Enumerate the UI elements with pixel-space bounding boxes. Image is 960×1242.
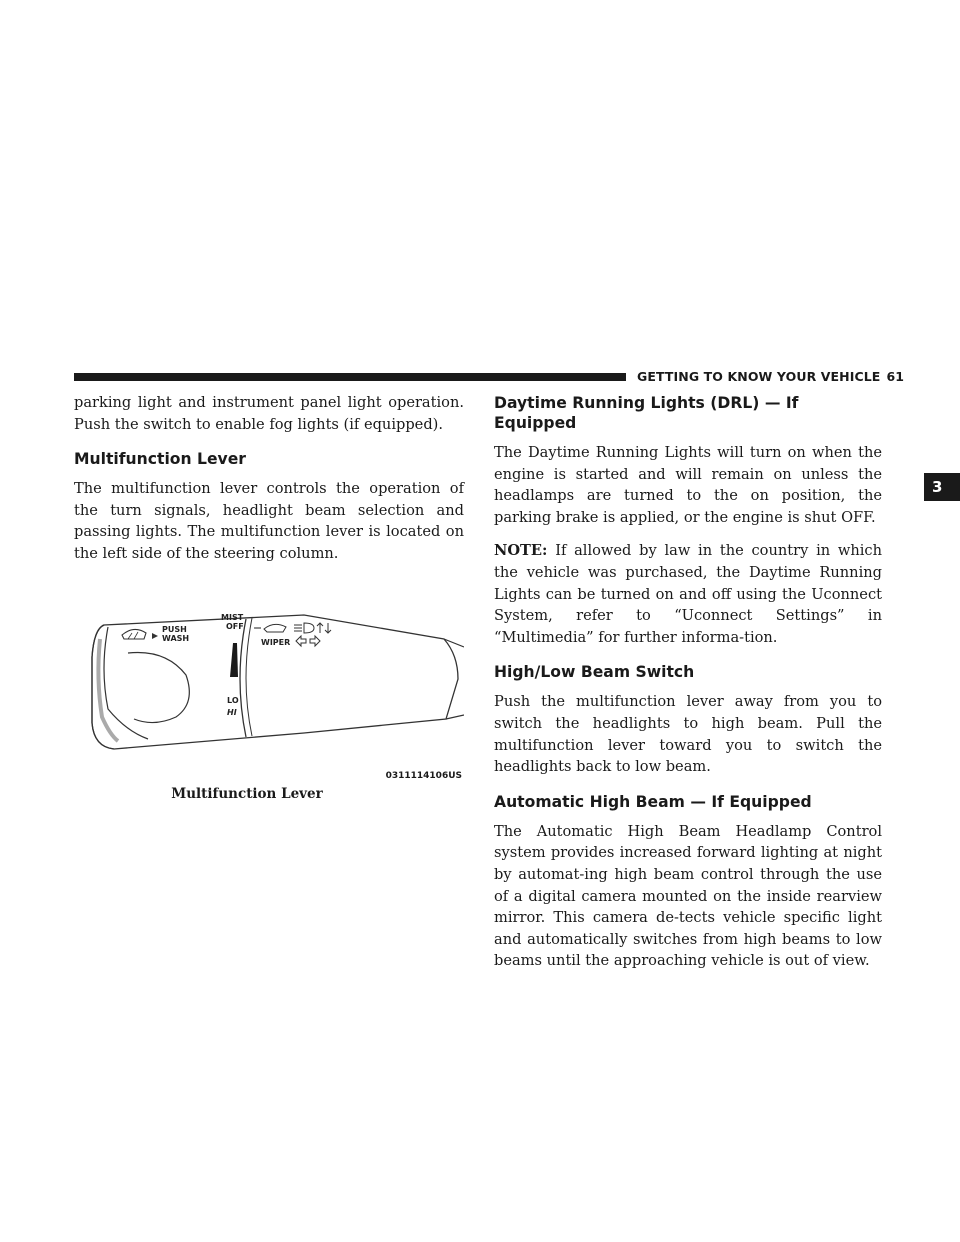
figure-code: 0311114106US bbox=[385, 770, 462, 781]
wiper-label: WIPER bbox=[261, 637, 291, 647]
multifunction-heading: Multifunction Lever bbox=[74, 450, 246, 469]
note-text: If allowed by law in the country in which the vehicle was purchased, the Daytime Running Lights can be turned on and off using the Uconnect System, refer to “Uconnect Settings” in “Multimedia” for further informa-tion. bbox=[494, 542, 883, 646]
high-beam-icon bbox=[294, 623, 314, 633]
lo-label: LO bbox=[227, 695, 239, 705]
right-column bbox=[494, 392, 882, 972]
note-label: NOTE: bbox=[494, 542, 548, 560]
multifunction-paragraph: The multifunction lever controls the operation of the turn signals, headlight beam selection and passing lights. The multifunction lever is located on the left side of the steering column. bbox=[74, 480, 464, 562]
wash-label: WASH bbox=[162, 633, 190, 643]
off-label: OFF bbox=[226, 621, 244, 631]
page-number: 61 bbox=[886, 369, 905, 384]
figure-caption: Multifunction Lever bbox=[171, 785, 323, 802]
drl-paragraph: The Daytime Running Lights will turn on when the engine is started and will remain on unless the headlamps are turned to the on position, the parking brake is applied, or the engine is shut OFF. bbox=[494, 444, 882, 526]
turn-signal-arrows-icon bbox=[296, 636, 320, 646]
multifunction-lever-figure bbox=[74, 599, 464, 781]
push-label: PUSH bbox=[162, 624, 187, 634]
note-paragraph bbox=[494, 540, 882, 648]
auto-beam-heading: Automatic High Beam — If Equipped bbox=[494, 792, 812, 811]
intro-paragraph: parking light and instrument panel light operation. Push the switch to enable fog lights (if equipped). bbox=[74, 394, 464, 433]
beam-switch-heading: High/Low Beam Switch bbox=[494, 663, 695, 682]
drl-heading: Daytime Running Lights (DRL) — If Equipped bbox=[494, 394, 799, 432]
chapter-tab: 3 bbox=[924, 473, 960, 501]
up-down-arrows-icon bbox=[317, 623, 331, 633]
mist-label: MIST bbox=[221, 612, 244, 622]
beam-switch-paragraph: Push the multifunction lever away from you to switch the headlights to high beam. Pull the multifunction lever toward you to switch the headlights back to low beam. bbox=[494, 693, 882, 776]
auto-beam-paragraph: The Automatic High Beam Headlamp Control system provides increased forward lighting at night by automat-ing high beam control through the use of a digital camera mounted on the inside rearview mirror. This camera de-tects vehicle specific light and automatically switches from high beams to low beams until the approaching vehicle is out of view. bbox=[494, 822, 882, 970]
chapter-title: GETTING TO KNOW YOUR VEHICLE bbox=[637, 369, 881, 384]
running-header bbox=[637, 369, 904, 384]
left-column bbox=[74, 392, 464, 802]
header-rule bbox=[74, 373, 626, 381]
hi-label: HI bbox=[227, 707, 237, 717]
multifunction-lever-illustration bbox=[74, 599, 464, 759]
